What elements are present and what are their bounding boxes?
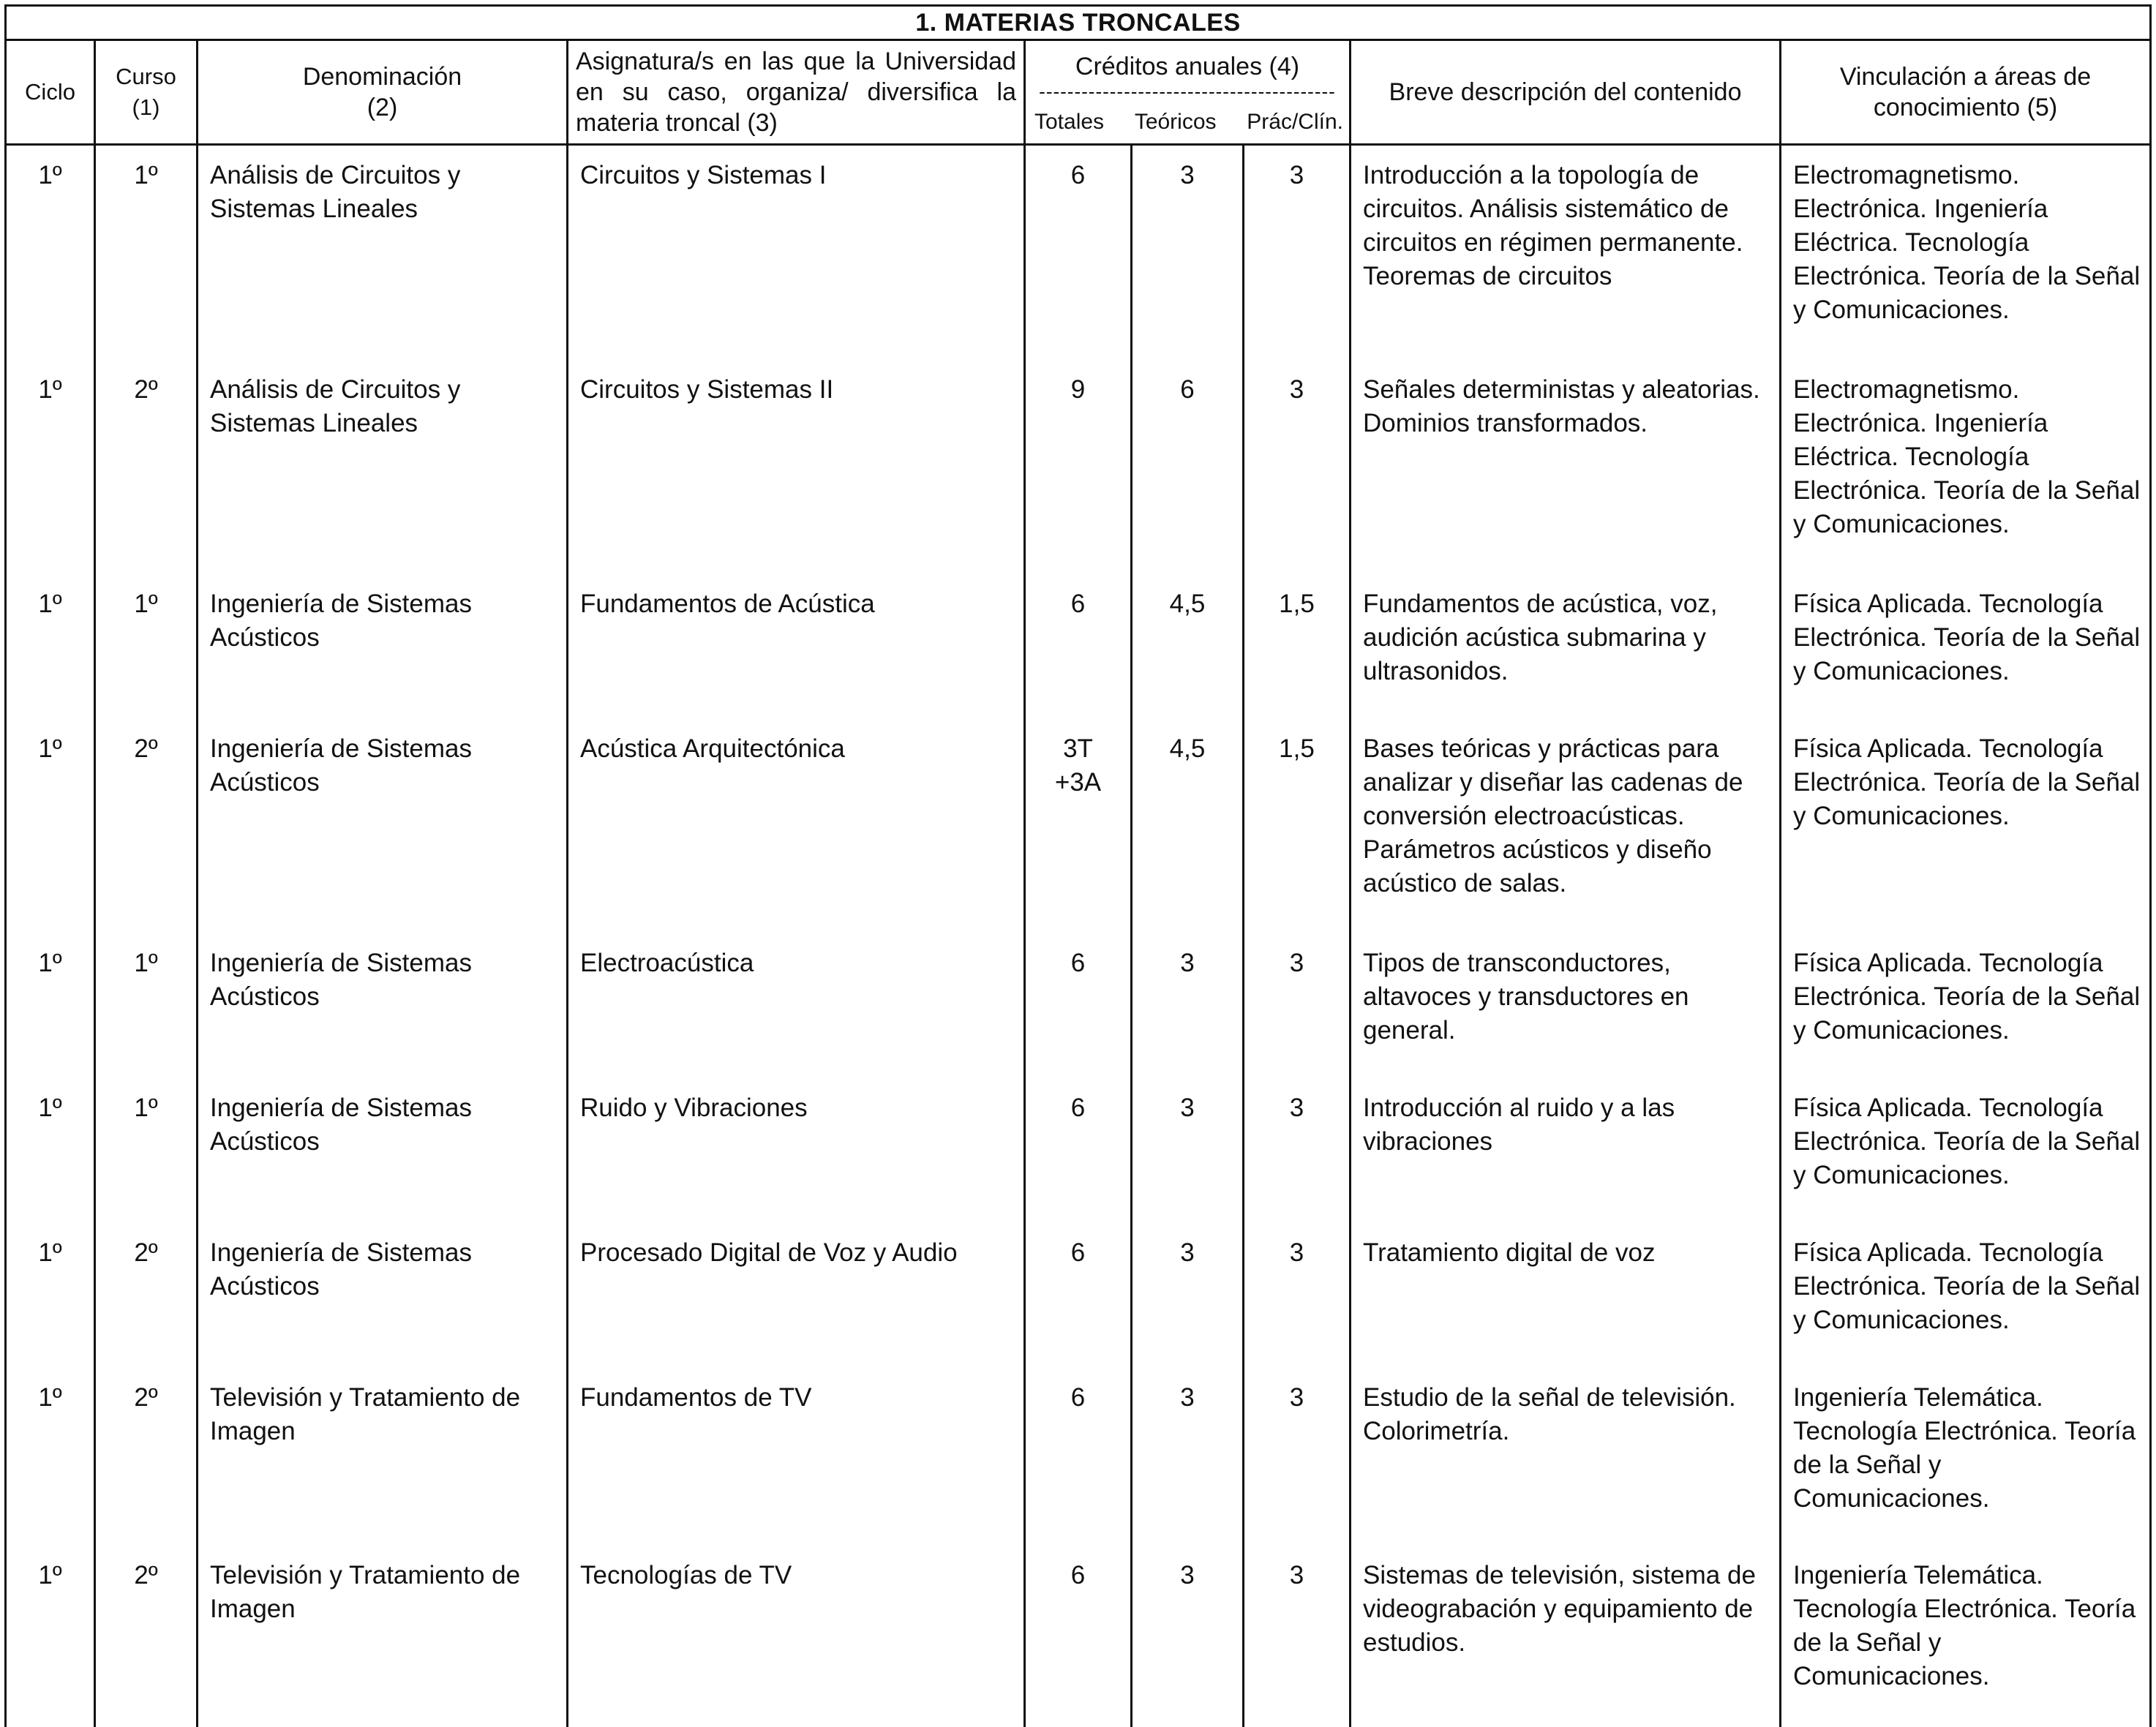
cell-descripcion: Sistemas de televisión, sistema de videograbación y equipamiento de estudios. [1351, 1546, 1781, 1727]
cell-ciclo: 1º [6, 1368, 95, 1546]
table-row [6, 719, 2151, 933]
cell-vinculacion: Electromagnetismo. Electrónica. Ingeniería Eléctrica. Tecnología Electrónica. Teoría de la Señal y Comunicaciones. [1781, 360, 2151, 574]
header-curso-label: Curso [96, 61, 196, 92]
cell-curso: 2º [95, 1368, 198, 1546]
cell-denominacion: Ingeniería de Sistemas Acústicos [198, 933, 568, 1078]
header-denominacion [198, 40, 568, 145]
header-creditos-sub [1026, 101, 1349, 138]
cell-teoricos: 3 [1132, 933, 1244, 1078]
cell-asignatura: Ruido y Vibraciones [568, 1078, 1025, 1223]
cell-denominacion: Análisis de Circuitos y Sistemas Lineales [198, 360, 568, 574]
cell-asignatura: Circuitos y Sistemas I [568, 145, 1025, 361]
cell-descripcion: Señales deterministas y aleatorias. Dominios transformados. [1351, 360, 1781, 574]
header-descripcion: Breve descripción del contenido [1351, 40, 1781, 145]
cell-teoricos: 6 [1132, 360, 1244, 574]
cell-asignatura: Acústica Arquitectónica [568, 719, 1025, 933]
cell-totales: 6 [1025, 1546, 1132, 1727]
cell-descripcion: Introducción al ruido y a las vibraciones [1351, 1078, 1781, 1223]
header-creditos [1025, 40, 1351, 145]
cell-practicos: 3 [1244, 1223, 1351, 1368]
cell-totales: 6 [1025, 145, 1132, 361]
cell-vinculacion: Física Aplicada. Tecnología Electrónica. Teoría de la Señal y Comunicaciones. [1781, 719, 2151, 933]
cell-practicos: 3 [1244, 360, 1351, 574]
cell-vinculacion: Física Aplicada. Tecnología Electrónica. Teoría de la Señal y Comunicaciones. [1781, 574, 2151, 719]
cell-ciclo: 1º [6, 719, 95, 933]
cell-totales: 6 [1025, 933, 1132, 1078]
cell-asignatura: Fundamentos de TV [568, 1368, 1025, 1546]
cell-descripcion: Tipos de transconductores, altavoces y transductores en general. [1351, 933, 1781, 1078]
table-row [6, 145, 2151, 361]
header-ciclo-label: Ciclo [25, 79, 75, 105]
cell-curso: 1º [95, 145, 198, 361]
cell-teoricos: 3 [1132, 1546, 1244, 1727]
header-curso [95, 40, 198, 145]
cell-ciclo: 1º [6, 1078, 95, 1223]
cell-totales: 6 [1025, 1078, 1132, 1223]
cell-practicos: 3 [1244, 933, 1351, 1078]
header-creditos-label: Créditos anuales (4) [1026, 47, 1349, 82]
table-row [6, 1368, 2151, 1546]
header-denominacion-label: Denominación [198, 61, 566, 92]
cell-ciclo: 1º [6, 933, 95, 1078]
cell-ciclo: 1º [6, 1223, 95, 1368]
cell-asignatura: Fundamentos de Acústica [568, 574, 1025, 719]
cell-asignatura: Procesado Digital de Voz y Audio [568, 1223, 1025, 1368]
cell-denominacion: Ingeniería de Sistemas Acústicos [198, 1223, 568, 1368]
cell-descripcion: Bases teóricas y prácticas para analizar y diseñar las cadenas de conversión electroacústicas. Parámetros acústicos y diseño acústico de salas. [1351, 719, 1781, 933]
table-row [6, 933, 2151, 1078]
cell-vinculacion: Ingeniería Telemática. Tecnología Electrónica. Teoría de la Señal y Comunicaciones. [1781, 1368, 2151, 1546]
cell-practicos: 3 [1244, 145, 1351, 361]
cell-ciclo: 1º [6, 574, 95, 719]
cell-teoricos: 3 [1132, 1078, 1244, 1223]
cell-curso: 2º [95, 719, 198, 933]
cell-ciclo: 1º [6, 145, 95, 361]
table-row [6, 1078, 2151, 1223]
cell-denominacion: Ingeniería de Sistemas Acústicos [198, 1078, 568, 1223]
cell-practicos: 3 [1244, 1546, 1351, 1727]
cell-teoricos: 4,5 [1132, 574, 1244, 719]
cell-asignatura: Electroacústica [568, 933, 1025, 1078]
cell-descripcion: Estudio de la señal de televisión. Colorimetría. [1351, 1368, 1781, 1546]
header-denominacion-note: (2) [198, 92, 566, 123]
cell-curso: 2º [95, 1223, 198, 1368]
cell-teoricos: 4,5 [1132, 719, 1244, 933]
table-title: 1. MATERIAS TRONCALES [6, 6, 2151, 40]
cell-curso: 1º [95, 1078, 198, 1223]
cell-teoricos: 3 [1132, 145, 1244, 361]
table-row [6, 574, 2151, 719]
cell-practicos: 3 [1244, 1368, 1351, 1546]
cell-ciclo: 1º [6, 1546, 95, 1727]
header-curso-note: (1) [96, 92, 196, 123]
cell-vinculacion: Electromagnetismo. Electrónica. Ingeniería Eléctrica. Tecnología Electrónica. Teoría de la Señal y Comunicaciones. [1781, 145, 2151, 361]
cell-curso: 1º [95, 933, 198, 1078]
materias-troncales-sheet [4, 4, 2149, 1637]
cell-denominacion: Ingeniería de Sistemas Acústicos [198, 574, 568, 719]
header-asignaturas: Asignatura/s en las que la Universidad en su caso, organiza/ diversifica la materia troncal (3) [568, 40, 1025, 145]
cell-totales: 6 [1025, 574, 1132, 719]
cell-vinculacion: Física Aplicada. Tecnología Electrónica. Teoría de la Señal y Comunicaciones. [1781, 1078, 2151, 1223]
cell-descripcion: Fundamentos de acústica, voz, audición acústica submarina y ultrasonidos. [1351, 574, 1781, 719]
header-teoricos: Teóricos [1135, 107, 1217, 138]
cell-denominacion: Televisión y Tratamiento de Imagen [198, 1368, 568, 1546]
cell-asignatura: Tecnologías de TV [568, 1546, 1025, 1727]
cell-descripcion: Tratamiento digital de voz [1351, 1223, 1781, 1368]
cell-teoricos: 3 [1132, 1223, 1244, 1368]
cell-curso: 2º [95, 360, 198, 574]
cell-curso: 2º [95, 1546, 198, 1727]
cell-asignatura: Circuitos y Sistemas II [568, 360, 1025, 574]
cell-denominacion: Análisis de Circuitos y Sistemas Lineales [198, 145, 568, 361]
header-vinculacion: Vinculación a áreas de conocimiento (5) [1781, 40, 2151, 145]
cell-vinculacion: Física Aplicada. Tecnología Electrónica. Teoría de la Señal y Comunicaciones. [1781, 933, 2151, 1078]
header-practicos: Prác/Clín. [1247, 107, 1343, 138]
cell-denominacion: Ingeniería de Sistemas Acústicos [198, 719, 568, 933]
table-row [6, 1546, 2151, 1727]
cell-totales: 3T +3A [1025, 719, 1132, 933]
header-totales: Totales [1034, 107, 1104, 138]
cell-vinculacion: Ingeniería Telemática. Tecnología Electrónica. Teoría de la Señal y Comunicaciones. [1781, 1546, 2151, 1727]
table-row [6, 360, 2151, 574]
cell-denominacion: Televisión y Tratamiento de Imagen [198, 1546, 568, 1727]
cell-practicos: 1,5 [1244, 719, 1351, 933]
header-creditos-divider: ------------------------------------------ [1026, 82, 1349, 101]
cell-descripcion: Introducción a la topología de circuitos. Análisis sistemático de circuitos en régimen permanente. Teoremas de circuitos [1351, 145, 1781, 361]
cell-ciclo: 1º [6, 360, 95, 574]
cell-practicos: 1,5 [1244, 574, 1351, 719]
table-row [6, 1223, 2151, 1368]
cell-totales: 6 [1025, 1223, 1132, 1368]
cell-teoricos: 3 [1132, 1368, 1244, 1546]
table-body [6, 145, 2151, 1727]
cell-totales: 9 [1025, 360, 1132, 574]
header-ciclo [6, 40, 95, 145]
materias-table [4, 4, 2152, 1727]
cell-vinculacion: Física Aplicada. Tecnología Electrónica. Teoría de la Señal y Comunicaciones. [1781, 1223, 2151, 1368]
cell-totales: 6 [1025, 1368, 1132, 1546]
cell-curso: 1º [95, 574, 198, 719]
cell-practicos: 3 [1244, 1078, 1351, 1223]
